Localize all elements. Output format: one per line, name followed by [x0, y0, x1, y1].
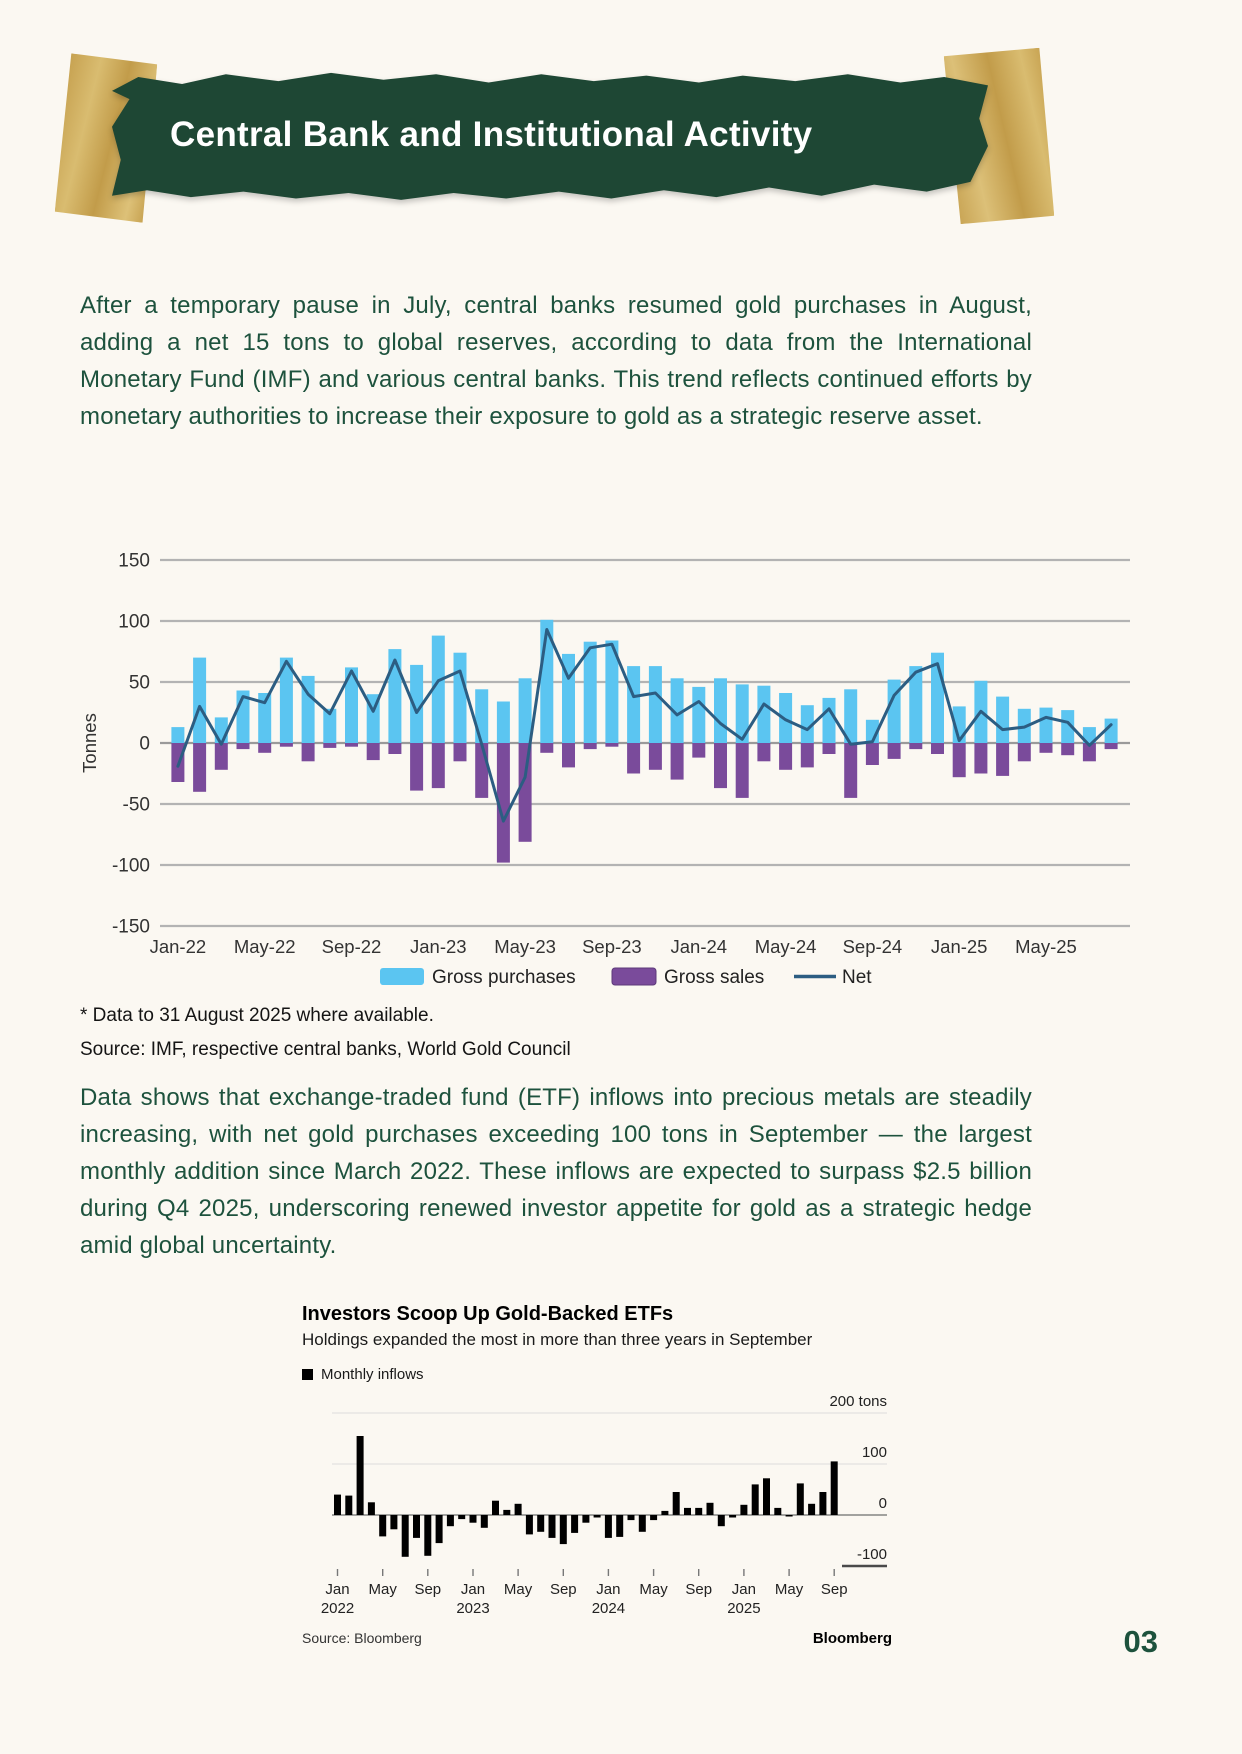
svg-text:Sep: Sep: [820, 1581, 848, 1598]
svg-text:May: May: [503, 1581, 533, 1598]
svg-text:May-24: May-24: [754, 936, 817, 957]
svg-text:Jan: Jan: [731, 1581, 756, 1598]
svg-text:Jan-23: Jan-23: [410, 936, 467, 957]
svg-text:Sep: Sep: [414, 1581, 442, 1598]
svg-text:Gross sales: Gross sales: [664, 967, 765, 988]
svg-text:150: 150: [118, 550, 150, 572]
bloomberg-footer: [302, 1630, 892, 1647]
bloomberg-etf-chart: [302, 1303, 892, 1647]
chart-footnotes: [80, 999, 571, 1067]
svg-text:Jan: Jan: [596, 1581, 621, 1598]
svg-text:May-23: May-23: [494, 936, 556, 957]
svg-text:200 tons: 200 tons: [829, 1393, 887, 1410]
etf-paragraph: Data shows that exchange-traded fund (ETF) inflows into precious metals are steadily increasing, with net gold purchases exceeding 100 tons in September — the largest monthly addition since March 2022. These inflows are expected to surpass $2.5 billion during Q4 2025, underscoring renewed investor appetite for gold as a strategic hedge amid global uncertainty.: [80, 1084, 1032, 1259]
svg-text:Gross purchases: Gross purchases: [432, 967, 576, 988]
svg-text:Sep: Sep: [549, 1581, 577, 1598]
svg-text:Sep-24: Sep-24: [842, 936, 903, 957]
svg-text:100: 100: [861, 1444, 887, 1461]
svg-text:2024: 2024: [591, 1600, 626, 1617]
svg-text:2025: 2025: [727, 1600, 761, 1617]
svg-text:Sep: Sep: [685, 1581, 713, 1598]
svg-text:May: May: [774, 1581, 804, 1598]
svg-text:Tonnes: Tonnes: [79, 713, 100, 773]
chart-footnote-source: Source: IMF, respective central banks, World Gold Council: [80, 1039, 571, 1060]
header-banner: [0, 0, 1242, 260]
banner-torn-paper: [112, 66, 988, 204]
svg-text:Jan-22: Jan-22: [149, 936, 207, 957]
svg-text:0: 0: [878, 1495, 887, 1512]
page-number: 03: [1123, 1624, 1158, 1659]
svg-text:Net: Net: [842, 967, 872, 988]
chart-footnote-data-note: * Data to 31 August 2025 where available.: [80, 1005, 434, 1026]
central-bank-chart-canvas: [72, 545, 1162, 993]
svg-text:Jan-24: Jan-24: [670, 936, 728, 957]
page-title: Central Bank and Institutional Activity: [170, 115, 813, 154]
svg-text:Sep-23: Sep-23: [582, 936, 642, 957]
svg-text:Jan: Jan: [460, 1581, 486, 1598]
svg-text:-100: -100: [856, 1546, 887, 1563]
svg-text:May: May: [639, 1581, 668, 1598]
bloomberg-source: Source: Bloomberg: [302, 1630, 422, 1646]
central-bank-gold-flows-chart: [72, 545, 1162, 998]
intro-paragraph: After a temporary pause in July, central banks resumed gold purchases in August, adding a net 15 tons to global reserves, according to data from the International Monetary Fund (IMF) and various central banks. This trend reflects continued efforts by monetary authorities to increase their exposure to gold as a strategic reserve asset.: [80, 292, 1032, 430]
svg-text:2022: 2022: [320, 1600, 355, 1617]
svg-text:Sep-22: Sep-22: [321, 936, 382, 957]
legend-swatch-monthly-inflows: [302, 1369, 313, 1380]
svg-text:0: 0: [139, 733, 150, 755]
bloomberg-chart-title: Investors Scoop Up Gold-Backed ETFs: [302, 1303, 674, 1325]
svg-text:2023: 2023: [456, 1600, 490, 1617]
svg-text:50: 50: [128, 672, 150, 694]
legend-label-monthly-inflows: Monthly inflows: [321, 1366, 424, 1383]
bloomberg-chart-canvas: [302, 1385, 892, 1619]
svg-text:May-22: May-22: [233, 936, 296, 957]
bloomberg-legend: [302, 1366, 892, 1383]
bloomberg-logo: Bloomberg: [812, 1630, 892, 1647]
svg-text:-100: -100: [111, 855, 150, 877]
svg-text:-150: -150: [111, 916, 150, 938]
svg-text:-50: -50: [122, 794, 150, 816]
svg-text:May: May: [368, 1581, 397, 1598]
svg-text:Jan: Jan: [325, 1581, 350, 1598]
svg-text:Jan-25: Jan-25: [930, 936, 988, 957]
bloomberg-chart-subtitle: Holdings expanded the most in more than three years in September: [302, 1330, 813, 1349]
svg-text:May-25: May-25: [1015, 936, 1077, 957]
svg-text:100: 100: [118, 611, 150, 633]
